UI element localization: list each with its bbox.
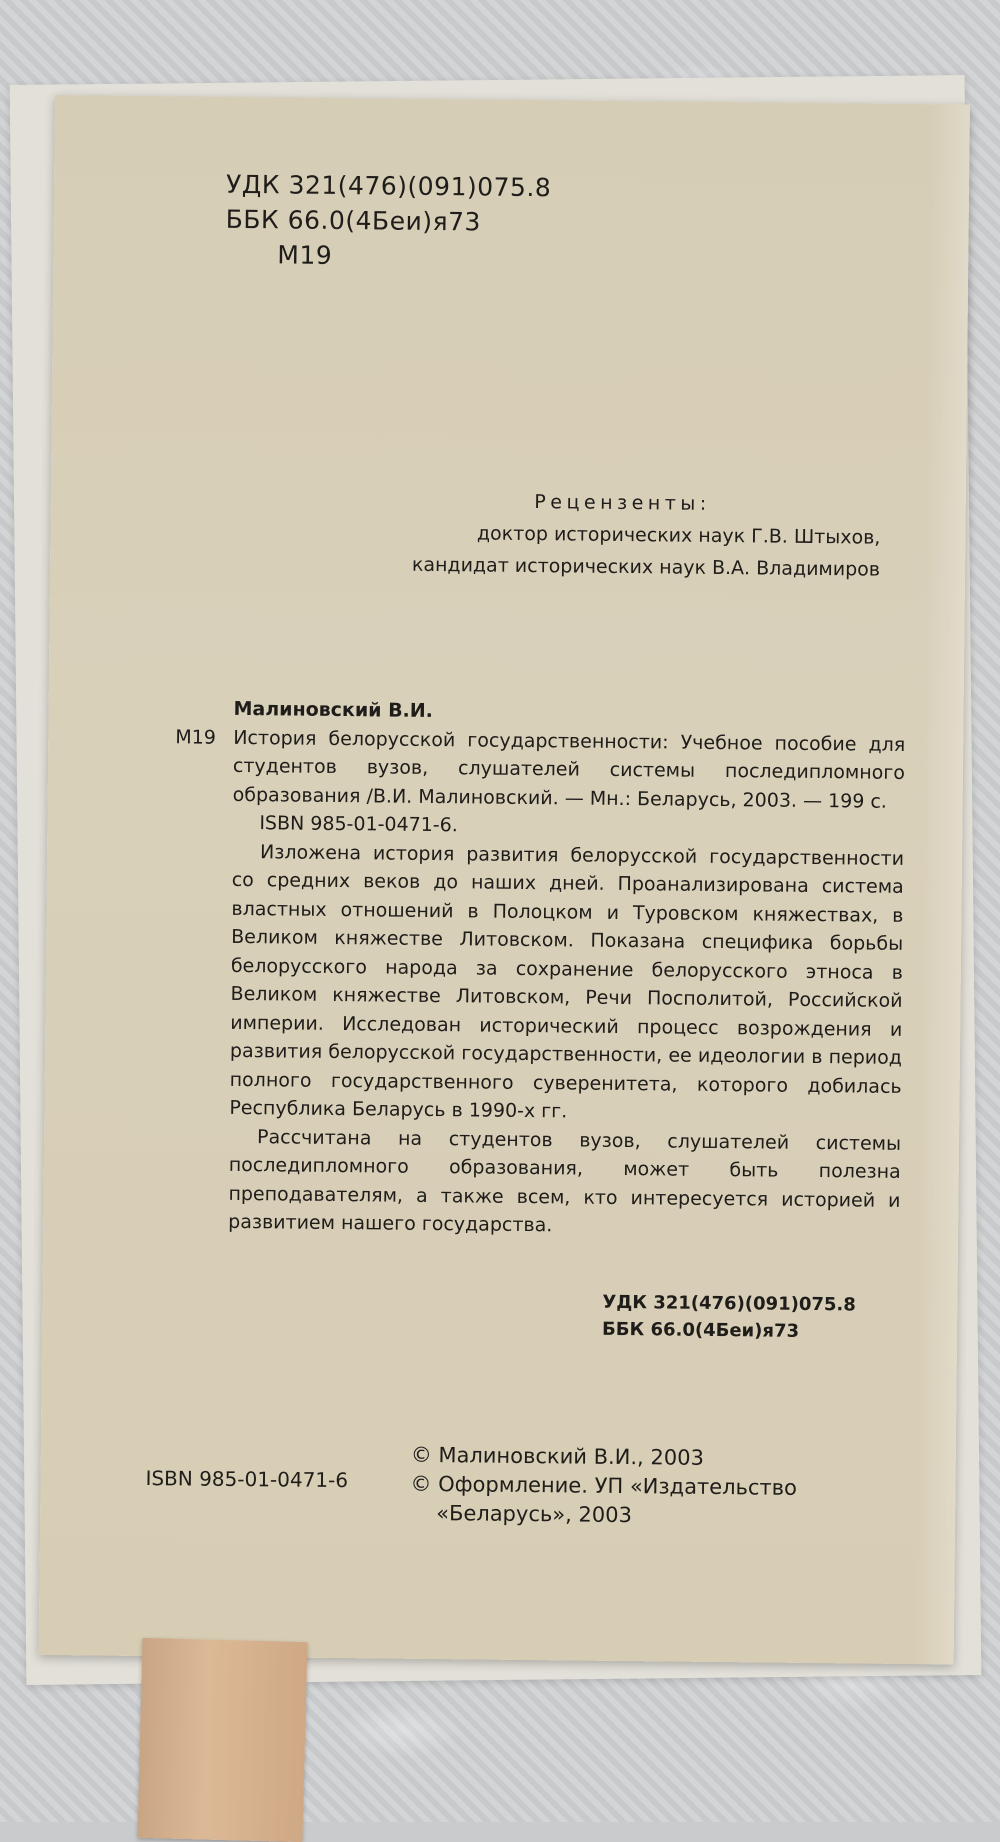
copyright-line-2: © Оформление. УП «Издательство [410, 1471, 798, 1500]
isbn-bottom: ISBN 985-01-0471-6 [145, 1466, 349, 1493]
annotation-paragraph-2: Рассчитана на студентов вузов, слушателей системы последипломного образования, может быть полезна преподавателям, а также всем, кто интересуется историей и развитием нашего государства. [228, 1125, 902, 1237]
reviewers-block [280, 483, 881, 585]
copyright-line-1: © Малиновский В.И., 2003 [410, 1442, 705, 1470]
header-codes [225, 167, 551, 275]
record-mark: М19 [175, 725, 216, 749]
annotation-paragraph-1: Изложена история развития белорусской государственности со средних веков до наших дней. Проанализирована система властных отношений в Полоцком и Туровском княжествах, в Великом княжестве Литовском. Показана специфика борьбы белорусского народа за сохранение белорусского этноса в Великом княжестве Литовском, Речи Посполитой, Российской империи. Исследован исторический процесс возрождения и развития белорусской государственности, ее идеологии в период полного государственного суверенитета, которого добилась Республика Беларусь в 1990-х гг. [229, 840, 905, 1123]
reviewer-2: кандидат исторических наук В.А. Владимиров [411, 553, 881, 581]
reviewer-1: доктор исторических наук Г.В. Штыхов, [476, 522, 881, 549]
wooden-bookmark [137, 1638, 307, 1842]
reviewers-title: Рецензенты: [534, 491, 711, 515]
udk-code: УДК 321(476)(091)075.8 [225, 169, 552, 203]
udk-code-right: УДК 321(476)(091)075.8 [602, 1291, 856, 1316]
record-description: История белорусской государственности: Учебное пособие для студентов вузов, слушателей системы последипломного образования /В.И. Малиновский. — Мн.: Беларусь, 2003. — 199 с. [232, 726, 906, 813]
record-author: Малиновский В.И. [233, 697, 434, 722]
copyright-block [410, 1441, 797, 1532]
catalog-record [170, 694, 906, 1243]
bbk-code: ББК 66.0(4Беи)я73 [225, 204, 482, 237]
codes-right [602, 1289, 856, 1346]
author-mark: М19 [277, 240, 333, 270]
bbk-code-right: ББК 66.0(4Беи)я73 [601, 1318, 800, 1342]
record-description-row [175, 723, 906, 816]
copyright-line-3: «Беларусь», 2003 [436, 1501, 633, 1528]
book-page [39, 95, 970, 1664]
record-isbn: ISBN 985-01-0471-6. [259, 812, 458, 837]
